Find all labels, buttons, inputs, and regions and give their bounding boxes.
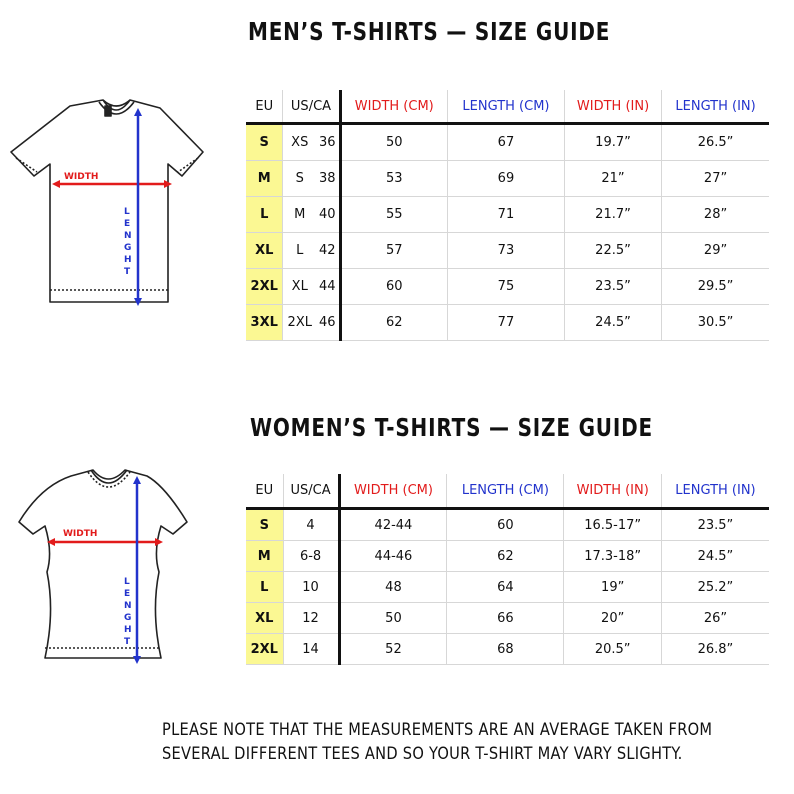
header-width-cm: WIDTH (CM) bbox=[340, 90, 448, 124]
table-header-row bbox=[246, 90, 769, 124]
length-in: 26.5” bbox=[662, 124, 769, 161]
length-in: 29.5” bbox=[662, 269, 769, 305]
table-row bbox=[246, 509, 769, 541]
svg-text:E: E bbox=[124, 589, 131, 599]
table-header-row bbox=[246, 474, 769, 509]
measurement-note bbox=[162, 718, 712, 766]
length-in: 26.8” bbox=[661, 634, 769, 665]
men-width-label: WIDTH bbox=[64, 172, 99, 182]
svg-text:L: L bbox=[124, 577, 130, 587]
ca-size: 44 bbox=[316, 269, 340, 305]
width-cm: 60 bbox=[340, 269, 448, 305]
table-row bbox=[246, 124, 769, 161]
width-cm: 48 bbox=[339, 572, 447, 603]
eu-size: L bbox=[246, 572, 283, 603]
table-row bbox=[246, 541, 769, 572]
width-in: 24.5” bbox=[564, 305, 661, 341]
header-length-in: LENGTH (IN) bbox=[662, 90, 769, 124]
svg-text:N: N bbox=[124, 601, 132, 611]
svg-text:N: N bbox=[124, 231, 132, 241]
men-tshirt-outline-icon bbox=[11, 100, 203, 302]
width-in: 19.7” bbox=[564, 124, 661, 161]
header-eu: EU bbox=[246, 474, 283, 509]
header-width-in: WIDTH (IN) bbox=[564, 90, 661, 124]
svg-text:H: H bbox=[124, 255, 132, 265]
width-cm: 50 bbox=[340, 124, 448, 161]
us-ca-size: 12 bbox=[283, 603, 339, 634]
width-in: 22.5” bbox=[564, 233, 661, 269]
eu-size: L bbox=[246, 197, 283, 233]
note-line-2: SEVERAL DIFFERENT TEES AND SO YOUR T-SHIRT MAY VARY SLIGHTY. bbox=[162, 744, 683, 764]
length-cm: 60 bbox=[447, 509, 564, 541]
eu-size: S bbox=[246, 124, 283, 161]
header-width-cm: WIDTH (CM) bbox=[339, 474, 447, 509]
table-row bbox=[246, 634, 769, 665]
length-cm: 77 bbox=[448, 305, 565, 341]
table-row bbox=[246, 269, 769, 305]
length-in: 24.5” bbox=[661, 541, 769, 572]
width-in: 17.3-18” bbox=[564, 541, 661, 572]
women-tshirt-outline-icon bbox=[19, 470, 187, 658]
men-size-guide-title: MEN’S T-SHIRTS — SIZE GUIDE bbox=[248, 17, 611, 46]
header-width-in: WIDTH (IN) bbox=[564, 474, 661, 509]
table-row bbox=[246, 197, 769, 233]
ca-size: 40 bbox=[316, 197, 340, 233]
table-row bbox=[246, 233, 769, 269]
length-in: 28” bbox=[662, 197, 769, 233]
ca-size: 38 bbox=[316, 161, 340, 197]
table-row bbox=[246, 305, 769, 341]
svg-text:E: E bbox=[124, 219, 131, 229]
svg-text:G: G bbox=[124, 243, 132, 253]
us-size: S bbox=[283, 161, 316, 197]
women-size-table bbox=[246, 474, 769, 665]
us-ca-size: 14 bbox=[283, 634, 339, 665]
us-size: L bbox=[283, 233, 316, 269]
length-cm: 67 bbox=[448, 124, 565, 161]
eu-size: 2XL bbox=[246, 634, 283, 665]
width-in: 20” bbox=[564, 603, 661, 634]
men-size-table bbox=[246, 90, 769, 341]
header-us-ca: US/CA bbox=[283, 90, 340, 124]
eu-size: M bbox=[246, 161, 283, 197]
table-row bbox=[246, 161, 769, 197]
us-ca-size: 10 bbox=[283, 572, 339, 603]
width-cm: 55 bbox=[340, 197, 448, 233]
length-in: 27” bbox=[662, 161, 769, 197]
us-ca-size: 6-8 bbox=[283, 541, 339, 572]
length-in: 23.5” bbox=[661, 509, 769, 541]
header-length-in: LENGTH (IN) bbox=[661, 474, 769, 509]
width-in: 20.5” bbox=[564, 634, 661, 665]
width-cm: 57 bbox=[340, 233, 448, 269]
table-row bbox=[246, 603, 769, 634]
width-cm: 50 bbox=[339, 603, 447, 634]
width-cm: 52 bbox=[339, 634, 447, 665]
length-cm: 66 bbox=[447, 603, 564, 634]
length-cm: 73 bbox=[448, 233, 565, 269]
width-cm: 62 bbox=[340, 305, 448, 341]
eu-size: M bbox=[246, 541, 283, 572]
length-cm: 68 bbox=[447, 634, 564, 665]
length-in: 30.5” bbox=[662, 305, 769, 341]
us-size: 2XL bbox=[283, 305, 316, 341]
us-ca-size: 4 bbox=[283, 509, 339, 541]
eu-size: S bbox=[246, 509, 283, 541]
width-cm: 53 bbox=[340, 161, 448, 197]
women-size-guide-title: WOMEN’S T-SHIRTS — SIZE GUIDE bbox=[250, 413, 653, 442]
note-line-1: PLEASE NOTE THAT THE MEASUREMENTS ARE AN AVERAGE TAKEN FROM bbox=[162, 720, 713, 740]
us-size: XS bbox=[283, 124, 316, 161]
header-us-ca: US/CA bbox=[283, 474, 339, 509]
length-cm: 64 bbox=[447, 572, 564, 603]
header-length-cm: LENGTH (CM) bbox=[447, 474, 564, 509]
svg-text:H: H bbox=[124, 625, 132, 635]
width-in: 21.7” bbox=[564, 197, 661, 233]
ca-size: 46 bbox=[316, 305, 340, 341]
svg-text:L: L bbox=[124, 207, 130, 217]
width-in: 19” bbox=[564, 572, 661, 603]
header-eu: EU bbox=[246, 90, 283, 124]
table-row bbox=[246, 572, 769, 603]
width-in: 21” bbox=[564, 161, 661, 197]
length-cm: 75 bbox=[448, 269, 565, 305]
us-size: M bbox=[283, 197, 316, 233]
svg-text:T: T bbox=[124, 267, 131, 277]
eu-size: 3XL bbox=[246, 305, 283, 341]
length-cm: 71 bbox=[448, 197, 565, 233]
ca-size: 42 bbox=[316, 233, 340, 269]
length-cm: 69 bbox=[448, 161, 565, 197]
header-length-cm: LENGTH (CM) bbox=[448, 90, 565, 124]
men-tshirt-diagram bbox=[8, 90, 208, 310]
length-in: 26” bbox=[661, 603, 769, 634]
svg-text:G: G bbox=[124, 613, 132, 623]
length-in: 25.2” bbox=[661, 572, 769, 603]
svg-text:T: T bbox=[124, 637, 131, 647]
width-cm: 42-44 bbox=[339, 509, 447, 541]
width-cm: 44-46 bbox=[339, 541, 447, 572]
eu-size: 2XL bbox=[246, 269, 283, 305]
width-in: 23.5” bbox=[564, 269, 661, 305]
eu-size: XL bbox=[246, 233, 283, 269]
length-in: 29” bbox=[662, 233, 769, 269]
length-cm: 62 bbox=[447, 541, 564, 572]
eu-size: XL bbox=[246, 603, 283, 634]
width-in: 16.5-17” bbox=[564, 509, 661, 541]
women-tshirt-diagram bbox=[15, 462, 195, 672]
ca-size: 36 bbox=[316, 124, 340, 161]
women-width-label: WIDTH bbox=[63, 529, 98, 539]
us-size: XL bbox=[283, 269, 316, 305]
